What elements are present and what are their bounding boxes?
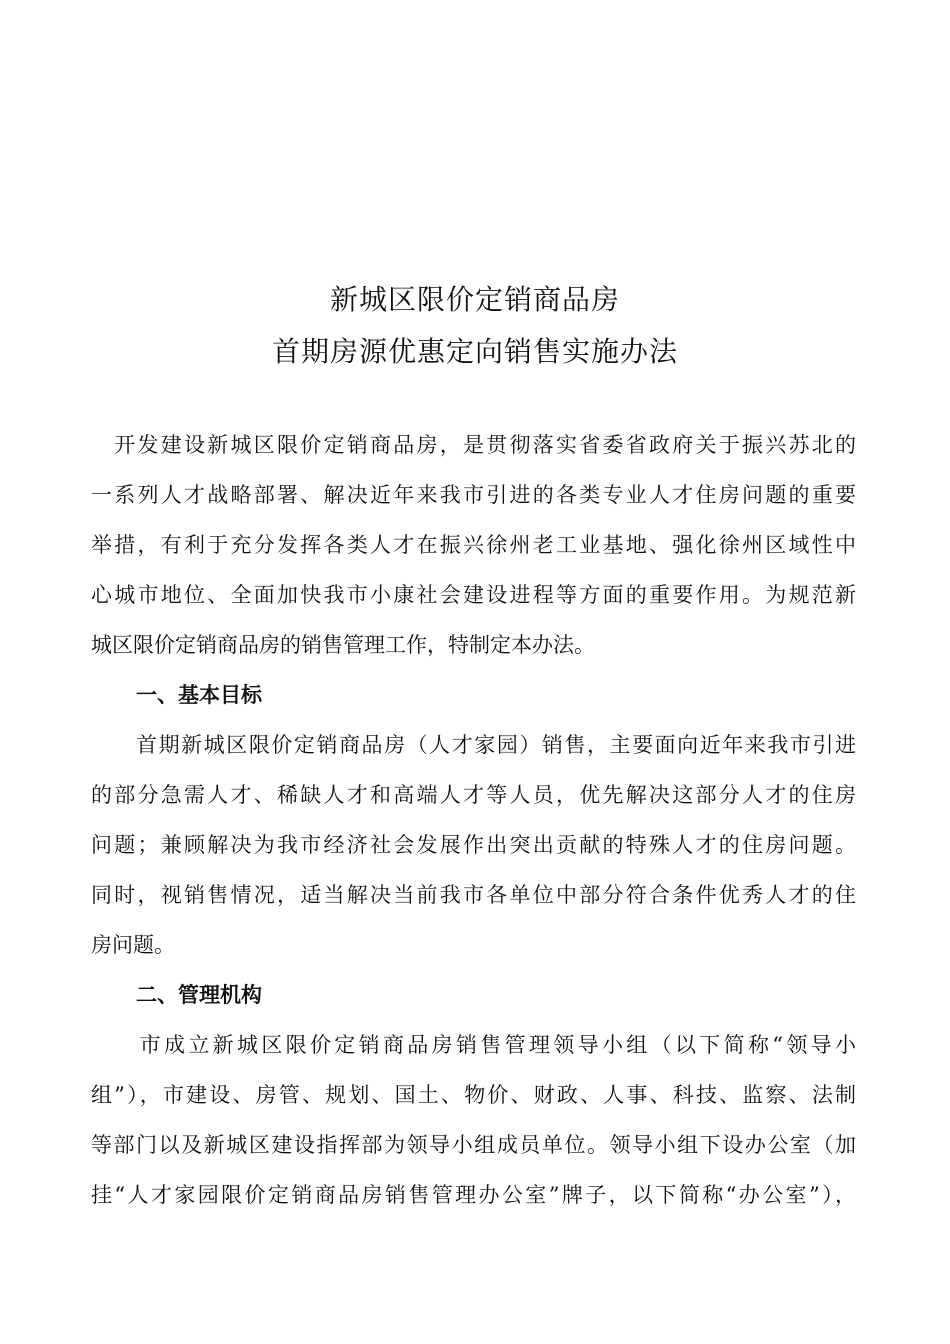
- document-title-line-1: 新城区限价定销商品房: [329, 283, 620, 316]
- intro-line-3: 举措，有利于充分发挥各类人才在振兴徐州老工业基地、强化徐州区域性中: [91, 533, 856, 557]
- section-2-line-4: 挂“人才家园限价定销商品房销售管理办公室”牌子，以下简称“办公室”），: [91, 1183, 856, 1207]
- section-2-line-2: 组”），市建设、房管、规划、国土、物价、财政、人事、科技、监察、法制: [91, 1083, 856, 1107]
- intro-line-1: 开发建设新城区限价定销商品房，是贯彻落实省委省政府关于振兴苏北的: [91, 433, 856, 457]
- document-title-line-2: 首期房源优惠定向销售实施办法: [271, 335, 678, 368]
- intro-line-5: 城区限价定销商品房的销售管理工作，特制定本办法。: [91, 633, 595, 657]
- section-1-line-3: 问题；兼顾解决为我市经济社会发展作出突出贡献的特殊人才的住房问题。: [91, 833, 856, 857]
- section-1-line-2: 的部分急需人才、稀缺人才和高端人才等人员，优先解决这部分人才的住房: [91, 783, 856, 807]
- section-1-line-5: 房问题。: [91, 933, 175, 957]
- intro-line-2: 一系列人才战略部署、解决近年来我市引进的各类专业人才住房问题的重要: [91, 483, 856, 507]
- section-2-heading: 二、管理机构: [136, 983, 262, 1007]
- section-1-line-4: 同时，视销售情况，适当解决当前我市各单位中部分符合条件优秀人才的住: [91, 883, 856, 907]
- intro-line-4: 心城市地位、全面加快我市小康社会建设进程等方面的重要作用。为规范新: [91, 583, 856, 607]
- section-1-line-1: 首期新城区限价定销商品房（人才家园）销售，主要面向近年来我市引进: [91, 733, 856, 757]
- section-2-line-1: 市成立新城区限价定销商品房销售管理领导小组（以下简称“领导小: [91, 1033, 856, 1057]
- section-2-line-3: 等部门以及新城区建设指挥部为领导小组成员单位。领导小组下设办公室（加: [91, 1133, 856, 1157]
- section-1-heading: 一、基本目标: [136, 683, 262, 707]
